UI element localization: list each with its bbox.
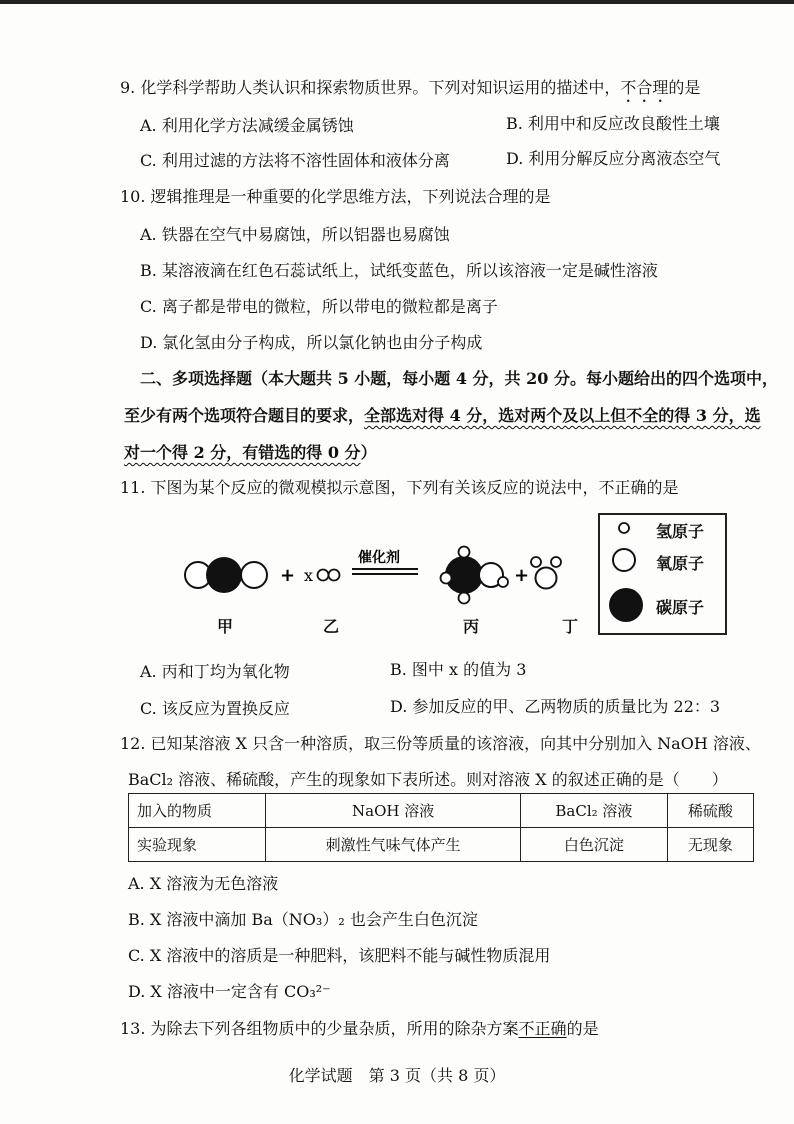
legend-hydrogen: 氢原子 [656,522,705,541]
q10-option-c: C. 离子都是带电的微粒，所以带电的微粒都是离子 [140,297,498,316]
legend-carbon: 碳原子 [656,598,705,617]
catalyst-label: 催化剂 [358,550,400,566]
plus-sign: + [514,565,530,586]
hydrogen-atom [498,577,508,587]
legend-oxygen: 氧原子 [656,554,705,573]
q11-option-d: D. 参加反应的甲、乙两物质的质量比为 22：3 [390,697,721,716]
oxygen-atom [536,568,557,589]
top-border [0,0,794,4]
q11-option-c: C. 该反应为置换反应 [140,699,290,718]
hydrogen-atom [441,573,452,584]
reaction-diagram [170,540,590,620]
section2-line1: 二、多项选择题（本大题共 5 小题，每小题 4 分，共 20 分。每小题给出的四个选项中， [140,369,778,388]
q9-option-b: B. 利用中和反应改良酸性土壤 [506,114,720,133]
hydrogen-atom [318,570,329,581]
q9-option-a: A. 利用化学方法减缓金属锈蚀 [140,116,354,135]
carbon-legend-icon [609,588,643,622]
q10-option-d: D. 氯化氢由分子构成，所以氯化钠也由分子构成 [140,333,483,352]
q12-option-b: B. X 溶液中滴加 Ba（NO₃）₂ 也会产生白色沉淀 [128,910,478,929]
table-cell: 白色沉淀 [521,828,667,862]
page-footer: 化学试题 第 3 页（共 8 页） [288,1066,506,1085]
hydrogen-atom [531,557,541,567]
section2-line3 [124,440,377,463]
table-cell: 刺激性气味气体产生 [266,828,521,862]
section2-line3b: ） [360,443,377,462]
q12-stem-line1: 12. 已知某溶液 X 只含一种溶质，取三份等质量的该溶液，向其中分别加入 NaOH 溶液、 [120,734,761,753]
q12-option-c: C. X 溶液中的溶质是一种肥料，该肥料不能与碱性物质混用 [128,946,551,965]
q9-stem-text: 9. 化学科学帮助人类认识和探索物质世界。下列对知识运用的描述中， [120,78,621,97]
section2-line2a: 至少有两个选项符合题目的要求， [124,406,365,425]
molecule-bing [441,547,509,604]
coefficient-x: x [304,566,314,585]
table-cell: 加入的物质 [129,794,266,828]
hydrogen-legend-icon [619,523,629,533]
table-cell: 稀硫酸 [667,794,753,828]
q10-option-a: A. 铁器在空气中易腐蚀，所以铝器也易腐蚀 [140,225,450,244]
q13-stem [120,1016,599,1039]
molecule-jia [185,557,267,593]
table-row [129,828,754,862]
section2-line3a: 对一个得 2 分，有错选的得 0 分 [124,443,361,462]
hydrogen-atom [459,593,470,604]
q10-stem: 10. 逻辑推理是一种重要的化学思维方法，下列说法合理的是 [120,187,551,206]
experiment-table [128,793,754,862]
q10-option-b: B. 某溶液滴在红色石蕊试纸上，试纸变蓝色，所以该溶液一定是碱性溶液 [140,261,658,280]
label-ding: 丁 [562,617,579,636]
table-cell: BaCl₂ 溶液 [521,794,667,828]
q13-stem-text: 13. 为除去下列各组物质中的少量杂质，所用的除杂方案 [120,1019,519,1038]
molecule-ding [531,557,561,589]
q9-stem-end: 的是 [668,78,701,97]
oxygen-atom [241,562,267,588]
table-cell: 实验现象 [129,828,266,862]
q12-stem-line2: BaCl₂ 溶液、稀硫酸，产生的现象如下表所述。则对溶液 X 的叙述正确的是（ ） [128,770,728,789]
q13-stem-end: 的是 [566,1019,599,1038]
section2-line2 [124,403,761,426]
table-row [129,794,754,828]
q9-stem [120,75,700,106]
molecule-yi [318,570,340,581]
q12-option-a: A. X 溶液为无色溶液 [128,874,279,893]
plus-sign: + [280,565,296,586]
q13-stem-emphasis: 不正确 [518,1019,567,1038]
label-bing: 丙 [463,617,480,636]
q12-option-d: D. X 溶液中一定含有 CO₃²⁻ [128,982,331,1001]
table-cell: NaOH 溶液 [266,794,521,828]
q11-option-b: B. 图中 x 的值为 3 [390,660,527,679]
q11-option-a: A. 丙和丁均为氧化物 [140,662,290,681]
label-jia: 甲 [217,617,234,636]
q9-option-c: C. 利用过滤的方法将不溶性固体和液体分离 [140,151,450,170]
q9-stem-emphasis: 不合理 [620,78,669,97]
hydrogen-atom [551,557,561,567]
hydrogen-atom [329,570,340,581]
atom-legend [598,513,727,635]
carbon-atom [206,557,242,593]
table-cell: 无现象 [667,828,753,862]
q9-option-d: D. 利用分解反应分离液态空气 [506,149,721,168]
label-yi: 乙 [323,617,340,636]
q11-stem: 11. 下图为某个反应的微观模拟示意图，下列有关该反应的说法中，不正确的是 [120,478,679,497]
hydrogen-atom [459,547,470,558]
section2-line2b: 全部选对得 4 分，选对两个及以上但不全的得 3 分，选 [364,406,761,425]
oxygen-legend-icon [613,549,635,571]
